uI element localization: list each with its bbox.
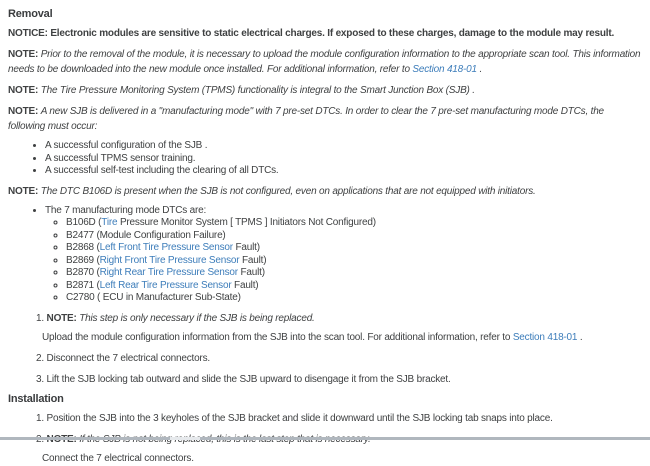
step-number: 3. [36, 373, 44, 385]
dtc-item-b106d: ◦ B106D (Tire Pressure Monitor System [ TPMS ] Initiators Not Configured) [66, 217, 642, 230]
note-scan-tool-paragraph [8, 47, 642, 77]
dtc-item-b2871: ◦ B2871 (Left Rear Tire Pressure Sensor Fault) [66, 280, 642, 293]
step-number: 1. [36, 312, 44, 324]
notice-paragraph [8, 26, 642, 41]
note-manufacturing-paragraph [8, 104, 642, 134]
step-text: Lift the SJB locking tab outward and slide the SJB upward to disengage it from the SJB bracket. [46, 373, 451, 385]
right-front-tire-pressure-sensor-link[interactable]: Right Front Tire Pressure Sensor [99, 254, 240, 266]
right-rear-tire-pressure-sensor-link[interactable]: Right Rear Tire Pressure Sensor [99, 267, 238, 278]
step-paragraph: Upload the module configuration information from the SJB into the scan tool. For additional information, refer to Section 418-01 . [42, 331, 583, 343]
dtc-item-b2477: ◦ B2477 (Module Configuration Failure) [66, 230, 642, 243]
section-418-01-link[interactable]: Section 418-01 [512, 331, 578, 343]
note-label: NOTE: [8, 49, 39, 60]
note-label: NOTE: [46, 312, 77, 324]
list-item: • A successful configuration of the SJB . [45, 140, 642, 153]
note-scan-tool-post: . [476, 64, 483, 75]
step-text: Position the SJB into the 3 keyholes of the SJB bracket and slide it downward until the SJB locking tab snaps into place. [46, 412, 553, 424]
note-scan-tool-text: Prior to the removal of the module, it is necessary to upload the module configuration information to the appropriate scan tool. This information needs to be downloaded into the new module once installed. For additional information, refer to [8, 49, 641, 75]
note-b106d-text: The DTC B106D is present when the SJB is not configured, even on applications that are not equipped with initiators. [40, 185, 536, 197]
clear-requirements-list [8, 140, 642, 178]
dtc-item-c2780: ◦ C2780 ( ECU in Manufacturer Sub-State) [66, 292, 642, 305]
installation-heading: Installation [8, 392, 64, 405]
step-text: Disconnect the 7 electrical connectors. [46, 352, 210, 364]
dtc-list-container [8, 205, 642, 305]
dtc-intro-text: The 7 manufacturing mode DTCs are: [45, 204, 207, 216]
step-number: 2. [36, 352, 44, 364]
removal-step-2 [36, 351, 642, 366]
removal-step-1 [36, 311, 642, 345]
installation-step-1 [36, 411, 642, 426]
step-number: 1. [36, 412, 44, 424]
dtc-item-b2869: ◦ B2869 (Right Front Tire Pressure Sensor Fault) [66, 255, 642, 268]
note-tpms-text: The Tire Pressure Monitoring System (TPMS) functionality is integral to the Smart Junction Box (SJB) . [40, 85, 475, 96]
step-paragraph: Connect the 7 electrical connectors. [42, 452, 194, 464]
removal-steps [8, 311, 642, 387]
tire-glossary-link[interactable]: Tire [101, 217, 118, 228]
note-label: NOTE: [8, 106, 39, 117]
note-manufacturing-text: A new SJB is delivered in a "manufacturing mode" with 7 pre-set DTCs. In order to clear the 7 pre-set manufacturing mode DTCs, the following must occur: [8, 106, 604, 132]
removal-heading: Removal [8, 8, 53, 20]
left-rear-tire-pressure-sensor-link[interactable]: Left Rear Tire Pressure Sensor [99, 279, 232, 291]
note-b106d-paragraph [8, 184, 642, 199]
note-label: NOTE: [8, 185, 39, 197]
left-front-tire-pressure-sensor-link[interactable]: Left Front Tire Pressure Sensor [99, 242, 233, 253]
dtc-intro-item [45, 205, 642, 305]
dtc-item-b2870: ◦ B2870 (Right Rear Tire Pressure Sensor Fault) [66, 267, 642, 280]
removal-step-3 [36, 372, 642, 387]
note-tpms-paragraph [8, 83, 642, 98]
dtc-item-b2868: ◦ B2868 (Left Front Tire Pressure Sensor Fault) [66, 242, 642, 255]
step-note-text: This step is only necessary if the SJB is being replaced. [79, 312, 315, 324]
list-item: • A successful TPMS sensor training. [45, 153, 642, 166]
dtc-list [45, 217, 642, 305]
notice-text: Electronic modules are sensitive to static electrical charges. If exposed to these charges, damage to the module may result. [50, 28, 615, 39]
notice-label: NOTICE: [8, 28, 48, 39]
note-label: NOTE: [8, 85, 39, 96]
section-418-01-link[interactable]: Section 418-01 [412, 64, 477, 75]
list-item: • A successful self-test including the clearing of all DTCs. [45, 165, 642, 178]
